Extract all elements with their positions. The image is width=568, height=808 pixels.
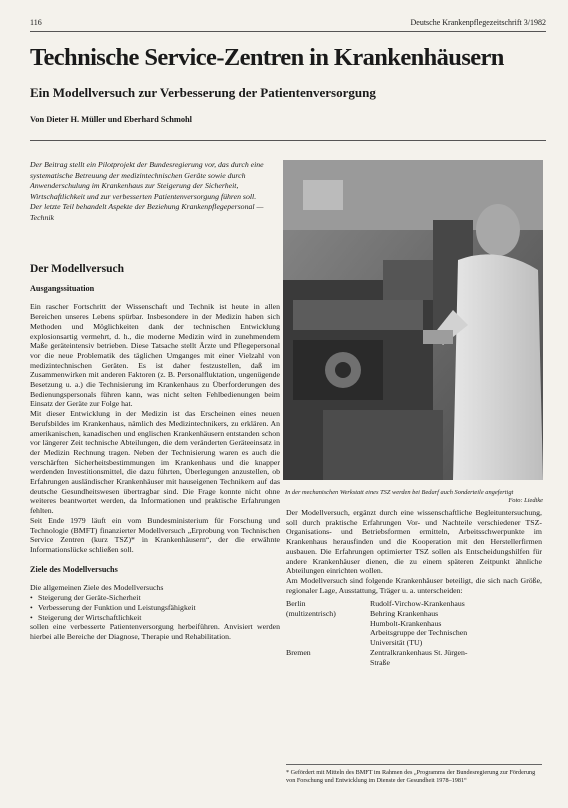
- abstract-para: Der Beitrag stellt ein Pilotprojekt der Bundesregierung vor, das durch eine systematische Betreuung der medizintechnischen Geräte sowie durch Anwenderschulung im Krankenhaus zur Steigerung der Sicherheit, Wirtschaftlichkeit und zur verbesserten Patientenversorgung führen soll.: [30, 160, 264, 201]
- list-item: • Verbesserung der Funktion und Leistungsfähigkeit: [30, 603, 280, 613]
- body-paragraph: Seit Ende 1979 läuft ein vom Bundesministerium für Forschung und Technologie (BMFT) finanzierter Modellversuch „Erprobung von Technischen Service Zentren (kurz TSZ)* in Krankenhäusern“, der die erwähnte Informationslücke schließen soll.: [30, 515, 280, 554]
- running-header: [30, 18, 546, 27]
- body-paragraph: sollen eine verbesserte Patientenversorgung herbeiführen. Anvisiert werden hierbei alle Bereiche der Diagnose, Therapie und Rehabilitation.: [30, 622, 280, 641]
- list-item: • Steigerung der Geräte-Sicherheit: [30, 593, 280, 603]
- article-authors: Von Dieter H. Müller und Eberhard Schmohl: [30, 115, 193, 124]
- abstract-para: Der letzte Teil behandelt Aspekte der Beziehung Krankenpflegepersonal — Technik: [30, 202, 264, 222]
- hospital-name: Universität (TU): [370, 638, 423, 648]
- footnote: * Gefördert mit Mitteln des BMFT im Rahmen des „Programms der Bundesregierung zur Förderung von Forschung und Entwicklung im Dienste der Gesundheit 1978–1981“: [286, 764, 542, 785]
- hospital-city: [286, 638, 370, 648]
- hospital-city: Bremen: [286, 647, 311, 657]
- hospital-name: Zentralkrankenhaus St. Jürgen-: [370, 647, 468, 657]
- subsection-heading: Ausgangssituation: [30, 283, 95, 293]
- page-number: 116: [30, 18, 42, 27]
- article-title: Technische Service-Zentren in Krankenhäusern: [30, 44, 504, 71]
- section-heading: Der Modellversuch: [30, 263, 125, 275]
- body-paragraph: Der Modellversuch, ergänzt durch eine wissenschaftliche Begleituntersuchung, soll durch praktische Erfahrungen Vor- und Nachteile verschiedener TSZ-Organisations- und Betriebsformen ermitteln, Arbeitsschwerpunkte im Krankenhaus herausfinden und die Kooperation mit den Herstellerfirmen ausbauen. Die Erfahrungen optimierter TSZ sollen als Entscheidungshilfen für andere Krankenhäuser dienen, die zu einem späteren Zeitpunkt ähnliche Abteilungen einrichten wollen.: [286, 508, 542, 576]
- hospital-name: Straße: [370, 657, 390, 667]
- right-column: [286, 508, 542, 667]
- body-paragraph: Ein rascher Fortschritt der Wissenschaft und Technik ist heute in allen Bereichen unseres Lebens spürbar. Insbesondere in der Medizin haben sich Methoden und Möglichkeiten dank der technischen Entwicklung explosionsartig vermehrt, d. h., die moderne Medizin wird in zunehmendem Maße geräteintensiv betrieben. Diese Tatsache stellt Ärzte und Pflegepersonal vor die neue Problematik des täglichen Umganges mit einer Vielzahl von medizintechnischen Geräten. Es ist daher festzustellen, daß im Zusammenwirken mit anderen Faktoren (z. B. Personalfluktation, ungenügende Besetzung u. a.) die Technisierung im Krankenhaus zu Überforderungen des Bedienungspersonals führen kann, was nicht selten Fehlbedienungen beim Einsatz der Geräte zur Folge hat.: [30, 302, 280, 409]
- workshop-photo-image: [283, 160, 543, 480]
- photo-caption: [285, 489, 543, 505]
- hospital-name: Arbeitsgruppe der Technischen: [370, 628, 468, 638]
- header-rule: [30, 31, 546, 32]
- workshop-photo: [283, 160, 543, 480]
- hospital-list: [286, 599, 542, 667]
- body-paragraph: Die allgemeinen Ziele des Modellversuchs: [30, 583, 164, 593]
- hospital-city: (multizentrisch): [286, 609, 336, 619]
- journal-name: Deutsche Krankenpflegezeitschrift 3/1982: [410, 18, 546, 27]
- left-column: [30, 265, 280, 642]
- caption-text: In der mechanischen Werkstatt eines TSZ werden bei Bedarf auch Sonderteile angefertigt: [285, 489, 514, 496]
- hospital-name: Rudolf-Virchow-Krankenhaus: [370, 599, 465, 609]
- hospital-city: [286, 658, 370, 668]
- article-subtitle: Ein Modellversuch zur Verbesserung der Patientenversorgung: [30, 85, 376, 100]
- hospital-city: [286, 628, 370, 638]
- subsection-heading: Ziele des Modellversuchs: [30, 564, 118, 574]
- body-paragraph: Am Modellversuch sind folgende Krankenhäuser beteiligt, die sich nach Größe, regionaler Lage, Ausstattung, Träger u. a. unterscheiden:: [286, 575, 542, 595]
- goals-list: [30, 593, 280, 622]
- photo-credit: Foto: Liedtke: [508, 497, 543, 504]
- title-rule: [30, 140, 546, 141]
- hospital-name: Behring Krankenhaus: [370, 609, 439, 619]
- abstract: [30, 160, 278, 224]
- list-item: • Steigerung der Wirtschaftlichkeit: [30, 613, 280, 623]
- hospital-name: Humbolt-Krankenhaus: [370, 618, 442, 628]
- hospital-city: [286, 619, 370, 629]
- hospital-city: Berlin: [286, 599, 306, 609]
- body-paragraph: Mit dieser Entwicklung in der Medizin ist das Erscheinen eines neuen Berufsbildes im Krankenhaus, nämlich des Medizintechnikers, zu erklären. An amerikanischen, kanadischen und englischen Krankenhäusern entstanden schon vor längerer Zeit technische Abteilungen, die dem veränderten Geräteeinsatz in der Medizin Rechnung tragen. Neben der Technisierung waren es auch die verschärften Sicherheitsbestimmungen im Krankenhaus und die knapper werdenden Investitionsmittel, die dazu führten, Überlegungen anzustellen, ob Erfahrungen ausländischer Krankenhäuser mit hauseigenen Technikern auf das deutsche Gesundheitswesen übertragbar sind. Die Frage konnte nicht ohne weiteres beantwortet werden, da Informationen und praktische Erfahrungen fehlten.: [30, 409, 280, 516]
